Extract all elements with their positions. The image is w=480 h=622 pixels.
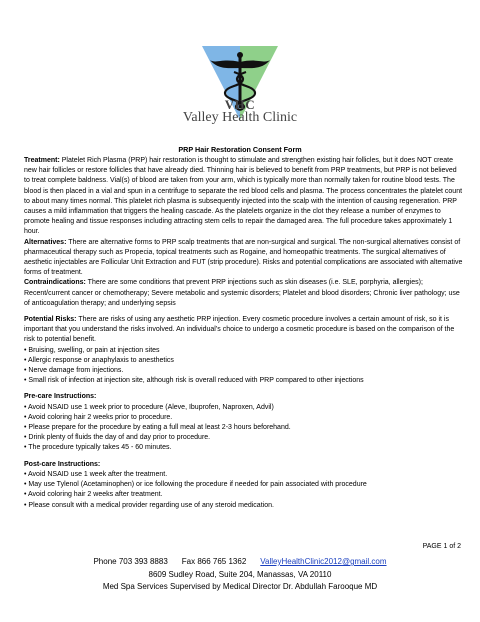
list-item: • Bruising, swelling, or pain at injection sites: [24, 346, 464, 356]
postcare-label: Post-care Instructions:: [24, 460, 101, 468]
treatment-section: [24, 156, 464, 238]
list-item: • May use Tylenol (Acetaminophen) or ice following the procedure if needed for pain associated with procedure: [24, 480, 464, 490]
alternatives-section: [24, 238, 464, 279]
risks-text: There are risks of using any aesthetic PRP injection. Every cosmetic procedure involves a certain amount of risk, so it is important that you understand the risks involved. An individual’s choice to undergo a cosmetic procedure is based on the comparison of the risk to potential benefit.: [24, 316, 455, 344]
treatment-text: Platelet Rich Plasma (PRP) hair restoration is thought to stimulate and strengthen existing hair follicles, but it does NOT create new hair follicles or restore follicles that have already died. Thinning hair is believed to benefit from PRP treatments, but PRP is not believed to treat complete baldness. Vial(s) of blood are taken from your arm, which is typically more than normally taken for routine blood tests. The blood is then placed in a vial and spun in a centrifuge to separate the red blood cells and plasma. The process concentrates the platelet count to about many times normal. This platelet rich plasma is subsequently injected into the scalp with the intention of causing regeneration. PRP causes a mild inflammation that triggers the healing cascade. As the platelets organize in the clot they release a number of enzymes to promote healing and tissue responses including attracting stem cells to repair the damaged area. The full procedure takes approximately 1 hour.: [24, 157, 463, 236]
footer-contact-line: [0, 557, 480, 566]
contraindications-text: There are some conditions that prevent PRP injections such as skin diseases (i.e. SLE, porphyria, allergies); Recent/current cancer or chemotherapy; Severe metabolic and systemic disorders; Platelet and blood disorders; Chronic liver pathology; use of anticoagulation therapy; and underlying sepsis: [24, 279, 460, 307]
brand-name: Valley Health Clinic: [182, 110, 298, 125]
list-item: • Nerve damage from injections.: [24, 366, 464, 376]
risks-list: [24, 346, 464, 387]
precare-list: [24, 403, 464, 454]
precare-label: Pre-care Instructions:: [24, 393, 97, 401]
list-item: • Drink plenty of fluids the day of and day prior to procedure.: [24, 433, 464, 443]
list-item: • Small risk of infection at injection site, although risk is overall reduced with PRP compared to other injections: [24, 376, 464, 386]
page-title: PRP Hair Restoration Consent Form: [178, 145, 302, 154]
footer-email-link[interactable]: ValleyHealthClinic2012@gmail.com: [260, 557, 387, 566]
list-item: • Please consult with a medical provider regarding use of any steroid medication.: [24, 501, 464, 511]
treatment-label: Treatment:: [24, 157, 60, 164]
alternatives-text: There are alternative forms to PRP scalp treatments that are non-surgical and surgical. The non-surgical alternatives consist of pharmaceutical therapy such as Propecia, topical treatments such as Rogaine, and homeopathic treatments. The surgical alternatives of aesthetic injectables are Follicular Unit Extraction and FUT (strip procedure). Risks and potential complications are associated with alternative forms of treatment.: [24, 238, 463, 277]
brand-abbreviation: VHC: [224, 97, 256, 112]
list-item: • Allergic response or anaphylaxis to anesthetics: [24, 356, 464, 366]
consent-body: [24, 156, 464, 511]
clinic-logo: [192, 38, 288, 150]
risks-label: Potential Risks:: [24, 316, 77, 324]
footer-supervision: Med Spa Services Supervised by Medical Director Dr. Abdullah Farooque MD: [102, 582, 378, 591]
contraindications-label: Contraindications:: [24, 279, 86, 287]
precare-section: [24, 392, 464, 453]
contraindications-section: [24, 278, 464, 309]
list-item: • The procedure typically takes 45 - 60 minutes.: [24, 443, 464, 453]
list-item: • Avoid coloring hair 2 weeks prior to procedure.: [24, 413, 464, 423]
list-item: • Avoid NSAID use 1 week prior to procedure (Aleve, Ibuprofen, Naproxen, Advil): [24, 403, 464, 413]
postcare-section: [24, 460, 464, 511]
postcare-list: [24, 470, 464, 511]
footer-address: 8609 Sudley Road, Suite 204, Manassas, VA 20110: [148, 570, 332, 579]
footer-fax: Fax 866 765 1362: [181, 557, 247, 566]
alternatives-label: Alternatives:: [24, 238, 67, 246]
footer-phone: Phone 703 393 8883: [93, 557, 168, 566]
risks-section: [24, 315, 464, 386]
list-item: • Please prepare for the procedure by eating a full meal at least 2-3 hours beforehand.: [24, 423, 464, 433]
list-item: • Avoid NSAID use 1 week after the treatment.: [24, 470, 464, 480]
list-item: • Avoid coloring hair 2 weeks after treatment.: [24, 490, 464, 500]
page-number: PAGE 1 of 2: [422, 543, 461, 550]
